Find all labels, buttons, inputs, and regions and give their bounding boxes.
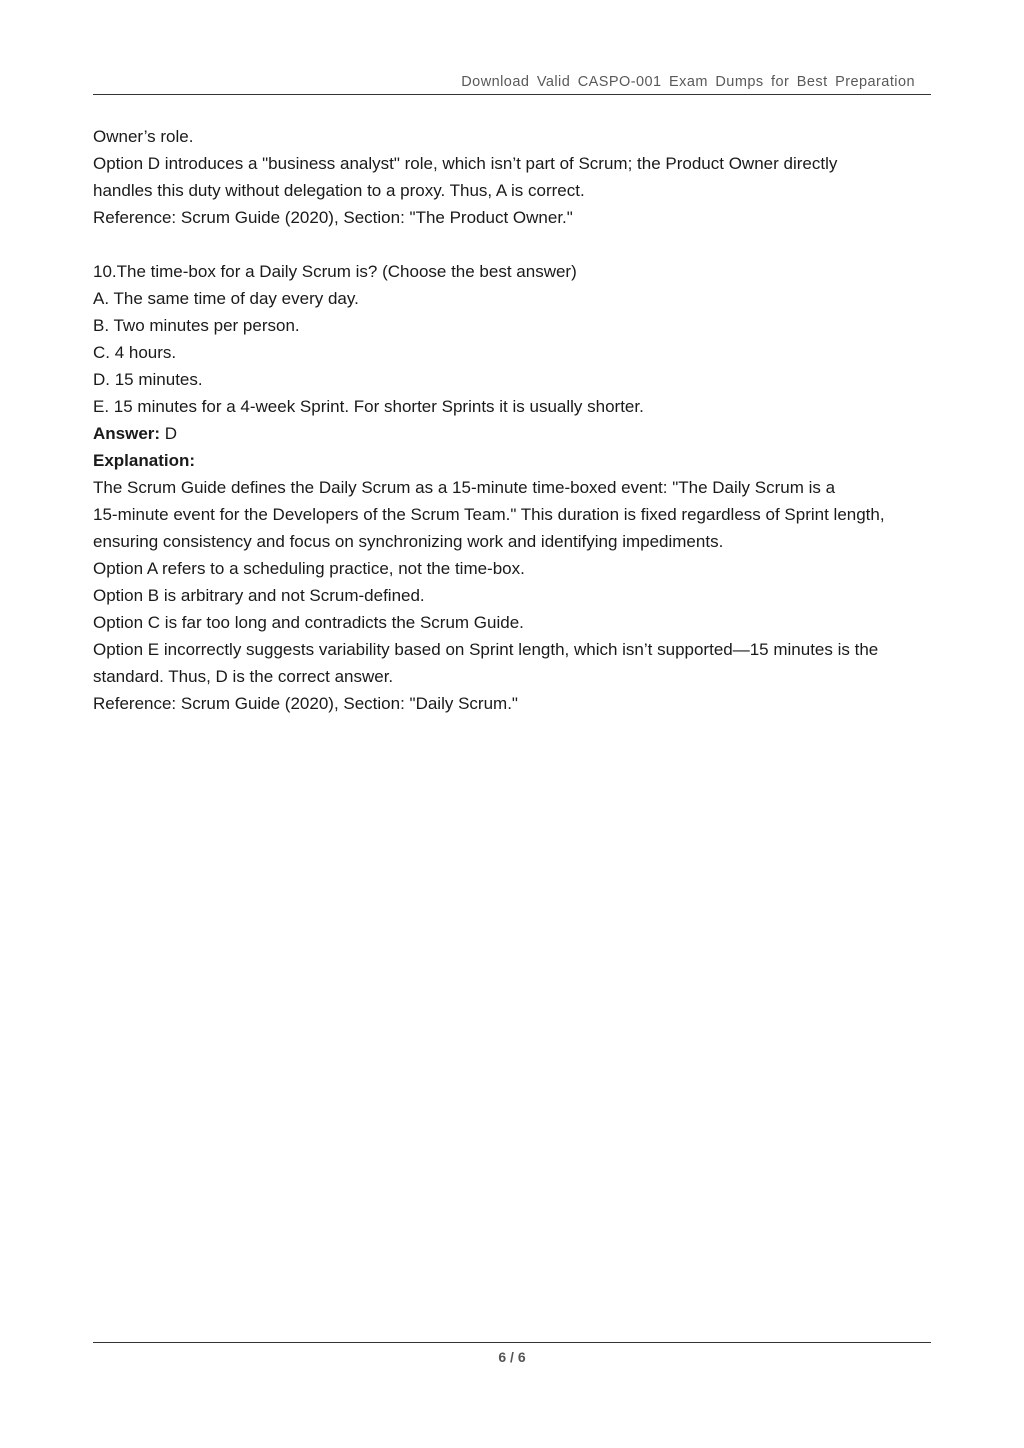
question-text: 10.The time-box for a Daily Scrum is? (Choose the best answer) [93,262,577,281]
explanation-line: standard. Thus, D is the correct answer. [93,667,394,686]
option-e: E. 15 minutes for a 4-week Sprint. For shorter Sprints it is usually shorter. [93,397,644,416]
explanation-line: Option A refers to a scheduling practice, not the time-box. [93,559,525,578]
explanation-label: Explanation: [93,451,196,470]
answer-value: D [160,424,178,443]
explanation-reference: Reference: Scrum Guide (2020), Section: "Daily Scrum." [93,694,518,713]
paragraph-gap [93,231,953,258]
option-c: C. 4 hours. [93,343,177,362]
option-b: B. Two minutes per person. [93,316,300,335]
answer-line [93,420,953,447]
explanation-line: ensuring consistency and focus on synchronizing work and identifying impediments. [93,532,724,551]
continuation-line: Owner’s role. [93,127,194,146]
option-d: D. 15 minutes. [93,370,203,389]
explanation-line: Option B is arbitrary and not Scrum-defined. [93,586,425,605]
explanation-line: 15-minute event for the Developers of the Scrum Team." This duration is fixed regardless of Sprint length, [93,505,885,524]
continuation-line: Option D introduces a "business analyst" role, which isn’t part of Scrum; the Product Owner directly [93,154,838,173]
page-header [93,72,931,95]
continuation-line: handles this duty without delegation to a proxy. Thus, A is correct. [93,181,585,200]
page-footer [93,1342,931,1367]
option-a: A. The same time of day every day. [93,289,359,308]
explanation-line: Option C is far too long and contradicts the Scrum Guide. [93,613,524,632]
explanation-line: Option E incorrectly suggests variability based on Sprint length, which isn’t supported—15 minutes is the [93,640,879,659]
header-title: Download Valid CASPO-001 Exam Dumps for Best Preparation [461,74,915,90]
page-content [93,123,953,717]
page-number: 6 / 6 [498,1349,526,1365]
answer-label: Answer: [93,424,161,443]
continuation-reference: Reference: Scrum Guide (2020), Section: "The Product Owner." [93,208,573,227]
explanation-line: The Scrum Guide defines the Daily Scrum as a 15-minute time-boxed event: "The Daily Scrum is a [93,478,836,497]
